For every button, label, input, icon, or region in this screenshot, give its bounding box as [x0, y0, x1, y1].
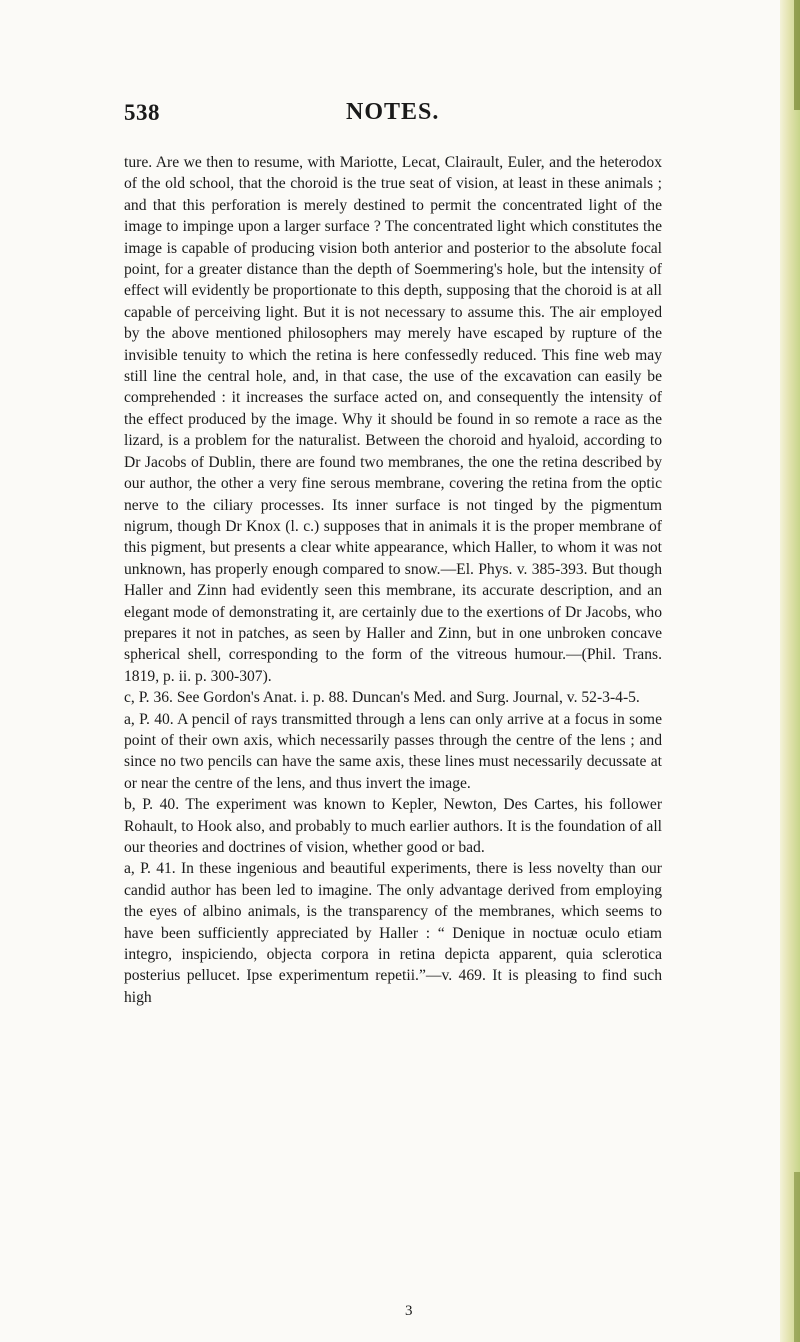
note-text: In these ingenious and beautiful experiments, there is less novelty than our candid author has been led to imagine. The only advantage derived from employing the eyes of albino animals, is the transparency of the membranes, which seems to have been sufficiently appreciated by Haller : “ Denique in noctuæ oculo etiam integro, inspiciendo, objecta corpora in retina depicta apparent, quia sclerotica posterius pellucet. Ipse experimentum repetii.”—v. 469. It is pleasing to find such high — [124, 860, 662, 1006]
note-ref: c, P. 36. — [124, 689, 173, 707]
note-text: The experiment was known to Kepler, Newton, Des Cartes, his follower Rohault, to Hook also, and probably to much earlier authors. It is the foundation of all our theories and doctrines of vision, whether good or bad. — [124, 796, 663, 856]
page-edge-shadow-top — [794, 0, 800, 110]
page-edge-shadow-bottom — [794, 1172, 800, 1342]
note-ref: a, P. 41. — [124, 860, 176, 878]
running-head: NOTES. — [346, 99, 440, 125]
note-text: A pencil of rays transmitted through a lens can only arrive at a focus in some point of their own axis, which necessarily passes through the centre of the lens ; and since no two pencils can have the same axis, these lines must necessarily decussate at or near the centre of the lens, and thus invert the image. — [124, 710, 662, 792]
note-ref: b, P. 40. — [124, 796, 180, 814]
page-edge — [780, 0, 800, 1342]
note-text: See Gordon's Anat. i. p. 88. Duncan's Med. and Surg. Journal, v. 52-3-4-5. — [172, 689, 640, 707]
note-ref: a, P. 40. — [124, 710, 174, 728]
note-b-p40 — [124, 794, 662, 858]
note-c-p36 — [124, 687, 662, 708]
page-body — [124, 152, 662, 1008]
signature-mark: 3 — [405, 1303, 413, 1319]
note-a-p41 — [124, 858, 662, 1008]
continued-paragraph: ture. Are we then to resume, with Mariotte, Lecat, Clairault, Euler, and the heterodox of the old school, that the choroid is the true seat of vision, at least in these animals ; and that this perforation is merely destined to permit the concentrated light of the image to impinge upon a larger surface ? The concentrated light which constitutes the image is capable of producing vision both anterior and posterior to the absolute focal point, for a greater distance than the depth of Soemmering's hole, but the intensity of effect will evidently be proportionate to this depth, supposing that the choroid is at all capable of perceiving light. But it is not necessary to assume this. The air employed by the above mentioned philosophers may merely have escaped by rupture of the invisible tenuity to which the retina is here confessedly reduced. This fine web may still line the central hole, and, in that case, the use of the excavation can easily be comprehended : it increases the surface acted on, and consequently the intensity of the effect produced by the image. Why it should be found in so remote a race as the lizard, is a problem for the naturalist. Between the choroid and hyaloid, according to Dr Jacobs of Dublin, there are found two membranes, the one the retina described by our author, the other a very fine serous membrane, covering the retina from the optic nerve to the ciliary processes. Its inner surface is not tinged by the pigmentum nigrum, though Dr Knox (l. c.) supposes that in animals it is the proper membrane of this pigment, but presents a clear white appearance, which Haller, to whom it was not unknown, has properly enough compared to snow.—El. Phys. v. 385-393. But though Haller and Zinn had evidently seen this membrane, its accurate description, and an elegant mode of demonstrating it, are certainly due to the exertions of Dr Jacobs, who prepares it not in patches, as seen by Haller and Zinn, but in one unbroken concave spherical shell, corresponding to the form of the vitreous humour.—(Phil. Trans. 1819, p. ii. p. 300-307). — [124, 154, 662, 685]
note-a-p40 — [124, 709, 662, 795]
page-number: 538 — [124, 100, 160, 125]
